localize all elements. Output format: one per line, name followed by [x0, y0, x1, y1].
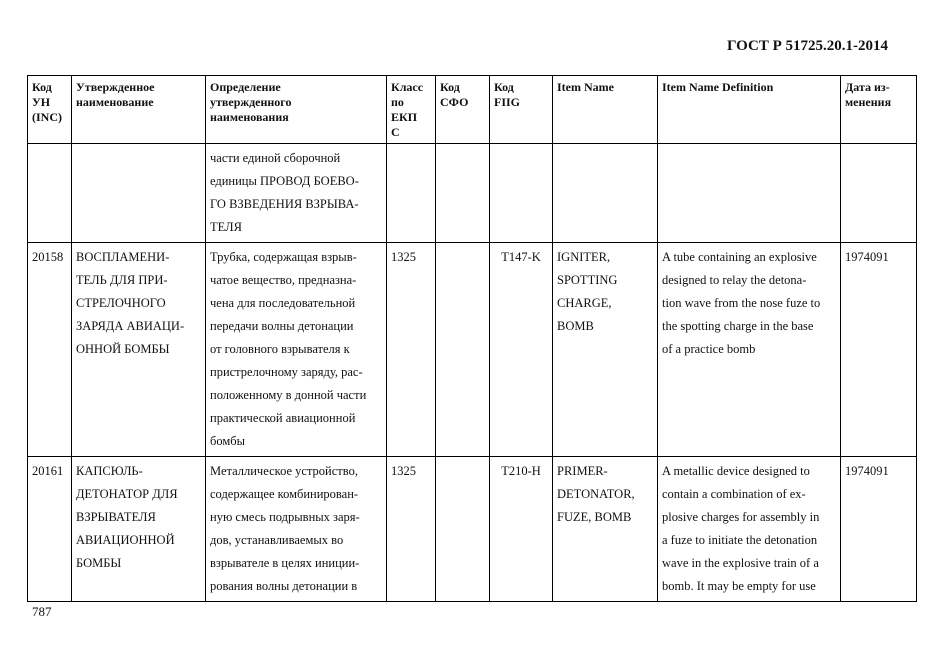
cell-line: ГО ВЗВЕДЕНИЯ ВЗРЫВА-: [210, 197, 359, 211]
cell-line: взрывателе в целях иниции-: [210, 556, 360, 570]
cell-line: BOMB: [557, 319, 594, 333]
cell-line: ЗАРЯДА АВИАЦИ-: [76, 319, 185, 333]
cell-line: части единой сборочной: [210, 151, 341, 165]
header-line: по: [391, 95, 404, 109]
table-row: [28, 144, 917, 243]
cell-line: передачи волны детонации: [210, 319, 354, 333]
fiig-cell: [490, 144, 553, 243]
header-line: утвержденного: [210, 95, 292, 109]
class-cell: [387, 144, 436, 243]
cell-line: Металлическое устройство,: [210, 464, 358, 478]
cell-line: ТЕЛЬ ДЛЯ ПРИ-: [76, 273, 168, 287]
cell-line: ДЕТОНАТОР ДЛЯ: [76, 487, 178, 501]
item-name-cell: [553, 243, 658, 457]
cell-line: the spotting charge in the base: [662, 319, 814, 333]
cell-line: чена для последовательной: [210, 296, 356, 310]
nomenclature-table: [27, 75, 917, 602]
cell-line: практической авиационной: [210, 411, 356, 425]
definition-cell: [206, 243, 387, 457]
header-line: наименования: [210, 110, 289, 124]
cell-line: DETONATOR,: [557, 487, 635, 501]
cell-line: ВЗРЫВАТЕЛЯ: [76, 510, 156, 524]
cell-line: designed to relay the detona-: [662, 273, 807, 287]
cell-line: FUZE, BOMB: [557, 510, 632, 524]
sfo-cell: [436, 243, 490, 457]
table-row: [28, 457, 917, 602]
col-item-name-header: [553, 76, 658, 144]
header-line: Утвержденное: [76, 80, 155, 94]
header-line: Определение: [210, 80, 281, 94]
item-name-cell: [553, 457, 658, 602]
header-line: СФО: [440, 95, 469, 109]
cell-line: ВОСПЛАМЕНИ-: [76, 250, 170, 264]
cell-line: PRIMER-: [557, 464, 608, 478]
definition-cell: [206, 144, 387, 243]
header-line: ЕКП: [391, 110, 418, 124]
cell-line: АВИАЦИОННОЙ: [76, 533, 175, 547]
header-line: наименование: [76, 95, 154, 109]
cell-line: СТРЕЛОЧНОГО: [76, 296, 166, 310]
cell-line: БОМБЫ: [76, 556, 122, 570]
cell-line: wave in the explosive train of a: [662, 556, 819, 570]
cell-line: A metallic device designed to: [662, 464, 810, 478]
cell-line: ОННОЙ БОМБЫ: [76, 342, 170, 356]
class-cell: 1325: [387, 243, 436, 457]
col-fiig-header: [490, 76, 553, 144]
cell-line: Трубка, содержащая взрыв-: [210, 250, 357, 264]
col-change-date-header: [841, 76, 917, 144]
cell-line: ную смесь подрывных заря-: [210, 510, 360, 524]
page-number: 787: [32, 604, 52, 619]
cell-line: contain a combination of ex-: [662, 487, 806, 501]
cell-line: a fuze to initiate the detonation: [662, 533, 818, 547]
col-sfo-header: [436, 76, 490, 144]
inc-cell: 20161: [28, 457, 72, 602]
cell-line: единицы ПРОВОД БОЕВО-: [210, 174, 359, 188]
table-header-row: [28, 76, 917, 144]
header-line: (INC): [32, 110, 62, 124]
col-class-header: [387, 76, 436, 144]
cell-line: от головного взрывателя к: [210, 342, 350, 356]
approved-name-cell: [72, 243, 206, 457]
header-line: Дата из-: [845, 80, 890, 94]
inc-cell: [28, 144, 72, 243]
item-def-cell: [658, 457, 841, 602]
header-line: менения: [845, 95, 892, 109]
document-title: ГОСТ Р 51725.20.1-2014: [726, 38, 888, 54]
header-line: FIIG: [494, 95, 521, 109]
cell-line: рования волны детонации в: [210, 579, 358, 593]
cell-line: КАПСЮЛЬ-: [76, 464, 143, 478]
item-name-cell: [553, 144, 658, 243]
approved-name-cell: [72, 457, 206, 602]
cell-line: дов, устанавливаемых во: [210, 533, 344, 547]
table-row: [28, 243, 917, 457]
col-item-def-header: [658, 76, 841, 144]
item-def-cell: [658, 243, 841, 457]
change-date-cell: 1974091: [841, 243, 917, 457]
fiig-cell: T210-H: [490, 457, 553, 602]
col-approved-name-header: [72, 76, 206, 144]
cell-line: пристрелочному заряду, рас-: [210, 365, 363, 379]
col-inc-header: [28, 76, 72, 144]
cell-line: положенному в донной части: [210, 388, 367, 402]
header-line: Код: [440, 80, 460, 94]
sfo-cell: [436, 144, 490, 243]
cell-line: of a practice bomb: [662, 342, 756, 356]
sfo-cell: [436, 457, 490, 602]
col-definition-header: [206, 76, 387, 144]
inc-cell: 20158: [28, 243, 72, 457]
cell-line: чатое вещество, предназна-: [210, 273, 357, 287]
header-line: Item Name: [557, 80, 614, 94]
definition-cell: [206, 457, 387, 602]
cell-line: содержащее комбинирован-: [210, 487, 359, 501]
cell-line: bomb. It may be empty for use: [662, 579, 816, 593]
class-cell: 1325: [387, 457, 436, 602]
change-date-cell: [841, 144, 917, 243]
cell-line: tion wave from the nose fuze to: [662, 296, 821, 310]
header-line: Item Name Definition: [662, 80, 774, 94]
header-line: УН: [32, 95, 51, 109]
cell-line: бомбы: [210, 434, 246, 448]
approved-name-cell: [72, 144, 206, 243]
header-line: С: [391, 125, 400, 139]
cell-line: IGNITER,: [557, 250, 611, 264]
header-line: Класс: [391, 80, 424, 94]
change-date-cell: 1974091: [841, 457, 917, 602]
cell-line: A tube containing an explosive: [662, 250, 817, 264]
cell-line: plosive charges for assembly in: [662, 510, 820, 524]
header-line: Код: [494, 80, 514, 94]
cell-line: CHARGE,: [557, 296, 612, 310]
header-line: Код: [32, 80, 52, 94]
cell-line: SPOTTING: [557, 273, 618, 287]
cell-line: ТЕЛЯ: [210, 220, 242, 234]
item-def-cell: [658, 144, 841, 243]
fiig-cell: T147-K: [490, 243, 553, 457]
